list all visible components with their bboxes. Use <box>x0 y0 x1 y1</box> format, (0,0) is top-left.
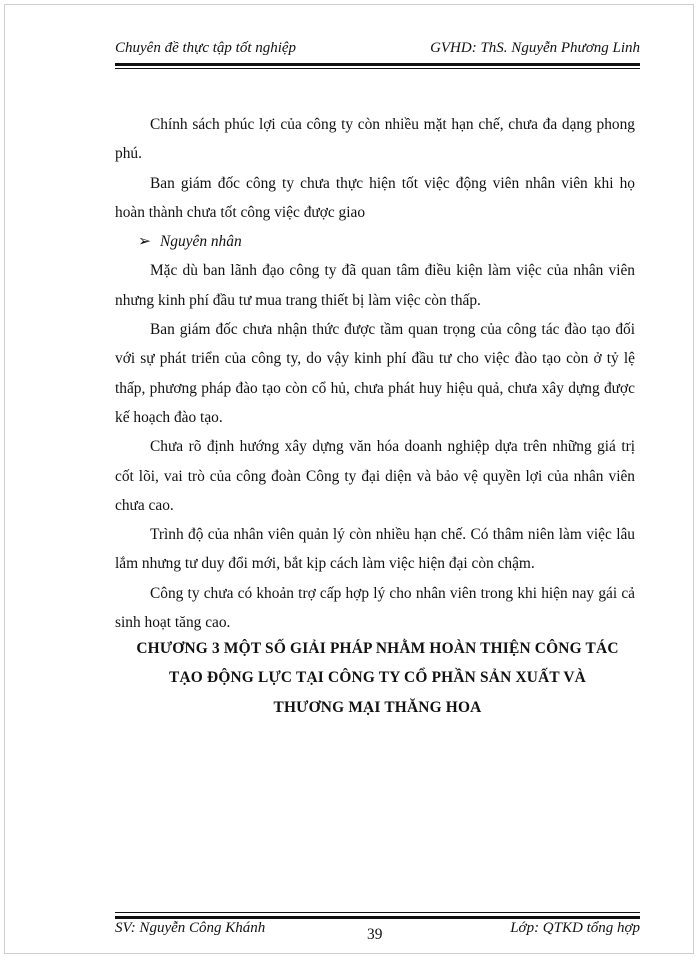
header-rule-thin <box>115 68 640 69</box>
paragraph: Mặc dù ban lãnh đạo công ty đã quan tâm điều kiện làm việc của nhân viên nhưng kinh phí đầu tư mua trang thiết bị làm việc còn thấp. <box>115 262 635 309</box>
page-number: 39 <box>367 926 383 943</box>
body-text <box>115 110 635 637</box>
chapter-heading-line: TẠO ĐỘNG LỰC TẠI CÔNG TY CỔ PHẦN SẢN XUẤT VÀ <box>169 669 586 687</box>
page-header <box>115 38 640 60</box>
bullet-heading <box>115 227 635 256</box>
chapter-heading-line: THƯƠNG MẠI THĂNG HOA <box>273 698 482 716</box>
paragraph: Công ty chưa có khoản trợ cấp hợp lý cho nhân viên trong khi hiện nay gái cả sinh hoạt tăng cao. <box>115 584 635 632</box>
footer-student: SV: Nguyễn Công Khánh <box>115 920 266 936</box>
paragraph: Trình độ của nhân viên quản lý còn nhiều hạn chế. Có thâm niên làm việc lâu lắm nhưng tư duy đổi mới, bắt kịp cách làm việc hiện đại còn chậm. <box>115 526 635 573</box>
header-supervisor: GVHD: ThS. Nguyễn Phương Linh <box>430 40 640 56</box>
paragraph: Chưa rõ định hướng xây dựng văn hóa doanh nghiệp dựa trên những giá trị cốt lõi, vai trò của công đoàn Công ty đại diện và bảo vệ quyền lợi của nhân viên chưa cao. <box>115 438 635 514</box>
footer-class: Lớp: QTKD tổng hợp <box>510 920 640 936</box>
footer-rule-thick <box>115 916 640 919</box>
chapter-heading <box>115 634 640 722</box>
arrow-bullet-icon: ➢ <box>138 233 151 251</box>
bullet-heading-label: Nguyên nhân <box>160 233 242 251</box>
header-report-title: Chuyên đề thực tập tốt nghiệp <box>115 40 297 56</box>
chapter-heading-line: CHƯƠNG 3 MỘT SỐ GIẢI PHÁP NHẰM HOÀN THIỆN CÔNG TÁC <box>136 640 619 657</box>
header-rule-thick <box>115 63 640 66</box>
page-footer <box>115 920 640 944</box>
paragraph: Ban giám đốc công ty chưa thực hiện tốt việc động viên nhân viên khi họ hoàn thành chưa tốt công việc được giao <box>115 174 635 221</box>
paragraph: Chính sách phúc lợi của công ty còn nhiều mặt hạn chế, chưa đa dạng phong phú. <box>115 116 635 163</box>
paragraph: Ban giám đốc chưa nhận thức được tầm quan trọng của công tác đào tạo đối với sự phát triển của công ty, do vậy kinh phí đầu tư cho việc đào tạo còn ở tỷ lệ thấp, phương pháp đào tạo còn cổ hủ, chưa phát huy hiệu quả, chưa xây dựng được kế hoạch đào tạo. <box>115 321 635 426</box>
footer-rule-thin <box>115 912 640 913</box>
